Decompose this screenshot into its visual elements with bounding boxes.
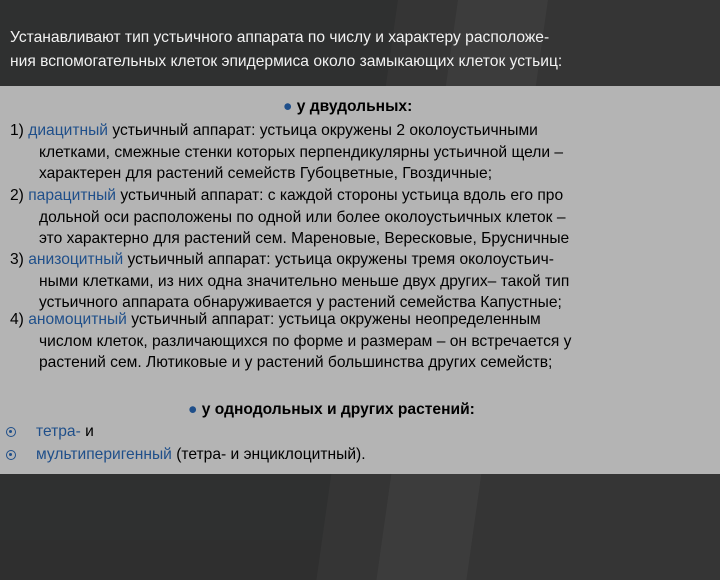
- item-line: клетками, смежные стенки которых перпендикулярны устьичной щели –: [39, 143, 564, 161]
- slide-header: [10, 26, 720, 74]
- circle-bullet-icon: [6, 427, 16, 437]
- item-line: числом клеток, различающихся по форме и размерам – он встречается у: [39, 332, 572, 350]
- list-item: [6, 421, 706, 443]
- item-text: устьичный аппарат: устьица окружены неопределенным: [126, 311, 541, 328]
- monocots-bullet-icon: ●: [188, 401, 198, 418]
- stomata-type-term: мультиперигенный: [36, 446, 172, 463]
- item-text: устьичный аппарат: устьица окружены 2 околоустьичными: [108, 122, 538, 139]
- header-line-2: ния вспомогательных клеток эпидермиса около замыкающих клеток устьиц:: [10, 53, 563, 70]
- item-line: дольной оси расположены по одной или более околоустьичных клеток –: [39, 208, 566, 226]
- item-line: это характерно для растений сем. Мареновые, Вересковые, Брусничные: [39, 230, 570, 247]
- item-number: 3): [10, 251, 24, 268]
- stomata-type-term: диацитный: [28, 122, 109, 139]
- item-text: (тетра- и энциклоцитный).: [171, 446, 366, 463]
- stomata-type-item: [10, 249, 720, 314]
- dicots-bullet-icon: ●: [283, 98, 293, 115]
- header-line-1: Устанавливают тип устьичного аппарата по числу и характеру расположе-: [10, 29, 550, 46]
- dicots-subtitle: [283, 96, 412, 118]
- content-box: [0, 86, 720, 474]
- item-number: 1): [10, 122, 24, 139]
- stomata-type-term: парацитный: [28, 187, 116, 204]
- dicots-title: у двудольных:: [296, 98, 413, 115]
- content-text: [0, 86, 720, 474]
- list-item: [6, 444, 706, 466]
- item-text: устьичный аппарат: устьица окружены тремя околоустьич-: [123, 251, 554, 268]
- circle-bullet-icon: [6, 450, 16, 460]
- stomata-type-term: анизоцитный: [28, 251, 124, 268]
- stomata-type-item: [10, 185, 720, 250]
- item-text: устьичный аппарат: с каждой стороны устьица вдоль его про: [116, 187, 564, 204]
- monocots-title: у однодольных и других растений:: [201, 401, 475, 418]
- item-line: характерен для растений семейств Губоцветные, Гвоздичные;: [39, 165, 493, 182]
- stomata-type-term: тетра-: [36, 423, 81, 440]
- item-line: устьичного аппарата обнаруживается у растений семейства Капустные;: [39, 294, 562, 311]
- stomata-type-item: [10, 309, 720, 374]
- item-line: ными клетками, из них одна значительно меньше двух других– такой тип: [39, 272, 570, 290]
- stomata-type-item: [10, 120, 720, 185]
- item-line: растений сем. Лютиковые и у растений большинства других семейств;: [39, 354, 553, 371]
- item-number: 2): [10, 187, 24, 204]
- stomata-type-term: аномоцитный: [28, 311, 127, 328]
- item-text: и: [80, 423, 94, 440]
- monocots-subtitle: [188, 399, 475, 421]
- item-number: 4): [10, 311, 24, 328]
